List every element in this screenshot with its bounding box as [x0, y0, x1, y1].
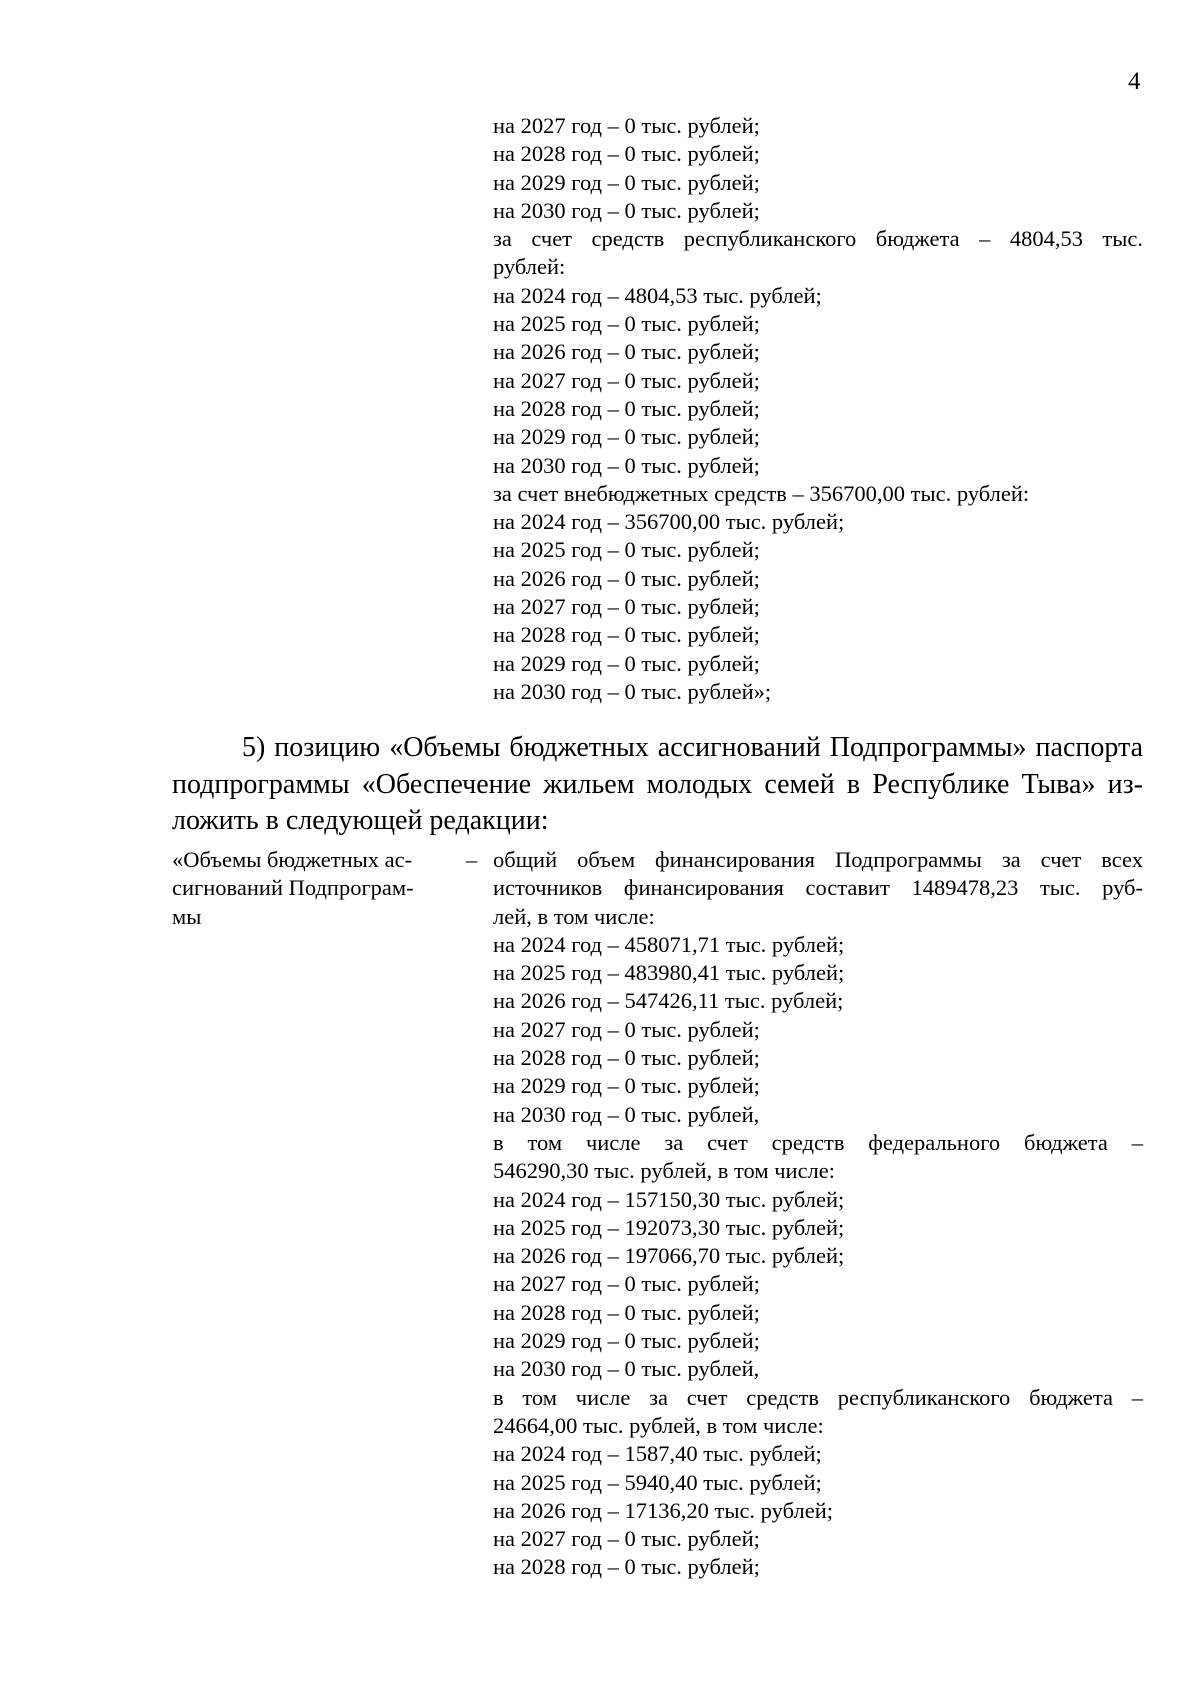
list-item: на 2027 год – 0 тыс. рублей; [493, 594, 760, 620]
list-item: на 2030 год – 0 тыс. рублей; [493, 452, 760, 478]
total-funding-line: источников финансирования составит 1489478,23 тыс. руб- [493, 875, 1143, 901]
paragraph-line: подпрограммы «Обеспечение жильем молодых семей в Республике Тыва» из- [172, 768, 1143, 800]
extrabudgetary-heading: за счет внебюджетных средств – 356700,00 тыс. рублей: [493, 480, 1030, 506]
passport-position-value [493, 846, 1143, 1582]
list-item: на 2024 год – 4804,53 тыс. рублей; [493, 282, 822, 308]
republican-budget-heading-cont: 24664,00 тыс. рублей, в том числе: [493, 1412, 824, 1438]
total-funding-line: общий объем финансирования Подпрограммы за счет всех [493, 847, 1143, 872]
list-item: на 2027 год – 0 тыс. рублей; [493, 367, 760, 393]
list-item: на 2030 год – 0 тыс. рублей»; [493, 678, 772, 704]
republican-budget-heading-cont: рублей: [493, 254, 566, 280]
federal-budget-heading: в том числе за счет средств федерального бюджета – [493, 1129, 1143, 1155]
passport-position-label [172, 846, 430, 931]
list-item: на 2027 год – 0 тыс. рублей; [493, 1271, 760, 1297]
funding-list-continued [493, 112, 1143, 706]
list-item: на 2029 год – 0 тыс. рублей; [493, 169, 760, 195]
republican-budget-heading: за счет средств республиканского бюджета – 4804,53 тыс. [493, 226, 1143, 252]
label-line: «Объемы бюджетных ас- [172, 847, 413, 872]
total-funding-line: лей, в том числе: [493, 903, 655, 929]
list-item: на 2026 год – 0 тыс. рублей; [493, 565, 760, 591]
federal-budget-heading-cont: 546290,30 тыс. рублей, в том числе: [493, 1158, 836, 1184]
label-line: мы [172, 903, 202, 929]
list-item: на 2030 год – 0 тыс. рублей, [493, 1356, 760, 1382]
list-item: на 2029 год – 0 тыс. рублей; [493, 1073, 760, 1099]
list-item: на 2028 год – 0 тыс. рублей; [493, 1299, 760, 1325]
list-item: на 2029 год – 0 тыс. рублей; [493, 650, 760, 676]
label-line: сигнований Подпрограм- [172, 875, 414, 901]
list-item: на 2025 год – 483980,41 тыс. рублей; [493, 960, 845, 986]
separator-dash: – [466, 847, 478, 872]
paragraph-line: 5) позицию «Объемы бюджетных ассигнований Подпрограммы» паспорта [242, 732, 1143, 763]
list-item: на 2026 год – 17136,20 тыс. рублей; [493, 1497, 833, 1523]
list-item: на 2024 год – 157150,30 тыс. рублей; [493, 1186, 845, 1212]
list-item: на 2025 год – 0 тыс. рублей; [493, 537, 760, 563]
list-item: на 2028 год – 0 тыс. рублей; [493, 622, 760, 648]
list-item: на 2028 год – 0 тыс. рублей; [493, 395, 760, 421]
list-item: на 2024 год – 356700,00 тыс. рублей; [493, 509, 845, 535]
list-item: на 2026 год – 0 тыс. рублей; [493, 339, 760, 365]
list-item: на 2028 год – 0 тыс. рублей; [493, 1554, 760, 1580]
list-item: на 2025 год – 5940,40 тыс. рублей; [493, 1469, 822, 1495]
page-number: 4 [1128, 68, 1141, 95]
list-item: на 2024 год – 1587,40 тыс. рублей; [493, 1441, 822, 1467]
list-item: на 2027 год – 0 тыс. рублей; [493, 1526, 760, 1552]
list-item: на 2030 год – 0 тыс. рублей; [493, 197, 760, 223]
list-item: на 2025 год – 192073,30 тыс. рублей; [493, 1214, 845, 1240]
paragraph-line: ложить в следующей редакции: [172, 805, 549, 836]
amendment-paragraph [172, 730, 1143, 840]
list-item: на 2030 год – 0 тыс. рублей, [493, 1101, 760, 1127]
list-item: на 2026 год – 197066,70 тыс. рублей; [493, 1243, 845, 1269]
list-item: на 2027 год – 0 тыс. рублей; [493, 1016, 760, 1042]
list-item: на 2029 год – 0 тыс. рублей; [493, 424, 760, 450]
list-item: на 2028 год – 0 тыс. рублей; [493, 141, 760, 167]
list-item: на 2024 год – 458071,71 тыс. рублей; [493, 931, 845, 957]
list-item: на 2029 год – 0 тыс. рублей; [493, 1328, 760, 1354]
republican-budget-heading: в том числе за счет средств республиканского бюджета – [493, 1384, 1143, 1410]
list-item: на 2025 год – 0 тыс. рублей; [493, 311, 760, 337]
list-item: на 2027 год – 0 тыс. рублей; [493, 113, 760, 138]
list-item: на 2028 год – 0 тыс. рублей; [493, 1045, 760, 1071]
list-item: на 2026 год – 547426,11 тыс. рублей; [493, 988, 844, 1014]
